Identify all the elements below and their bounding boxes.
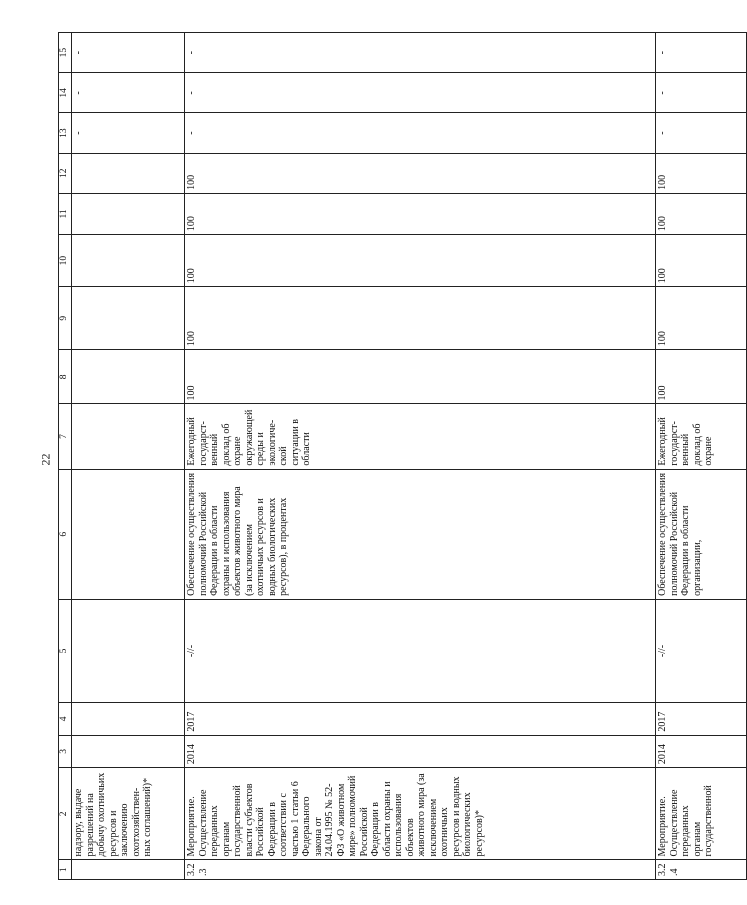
col-header: 6 (59, 469, 72, 599)
col-header: 4 (59, 703, 72, 736)
cell-value: 100 (656, 235, 747, 287)
cell-indicator (72, 469, 185, 599)
cell-source (72, 404, 185, 469)
col-header: 15 (59, 33, 72, 73)
cell-value: 100 (185, 153, 656, 193)
cell-value (72, 193, 185, 234)
rotated-table-container (58, 32, 714, 880)
cell-value: - (72, 113, 185, 153)
col-header: 5 (59, 599, 72, 702)
cell-number: 3.2.3 (185, 860, 656, 880)
cell-value: - (72, 33, 185, 73)
cell-value: 100 (185, 350, 656, 404)
cell-end-year: 2017 (185, 703, 656, 736)
cell-value (72, 153, 185, 193)
cell-value (72, 287, 185, 350)
header-row (59, 33, 72, 880)
cell-end-year (72, 703, 185, 736)
cell-number (72, 860, 185, 880)
cell-value: 100 (185, 235, 656, 287)
col-header: 3 (59, 735, 72, 768)
cell-value (72, 350, 185, 404)
table-row (72, 33, 185, 880)
cell-value: - (185, 33, 656, 73)
cell-source: Ежегодный государст-венный доклад об охране (656, 404, 747, 469)
col-header: 10 (59, 235, 72, 287)
cell-executor: -//- (656, 599, 747, 702)
cell-value: 100 (656, 287, 747, 350)
cell-end-year: 2017 (656, 703, 747, 736)
page-number: 22 (38, 453, 53, 466)
col-header: 12 (59, 153, 72, 193)
cell-value: - (656, 73, 747, 113)
cell-value (72, 235, 185, 287)
cell-source: Ежегодный государст-венный доклад об охране окружающей среды и экологиче-ской ситуации в области (185, 404, 656, 469)
cell-start-year: 2014 (656, 735, 747, 768)
cell-value: - (185, 73, 656, 113)
cell-start-year (72, 735, 185, 768)
cell-executor: -//- (185, 599, 656, 702)
col-header: 8 (59, 350, 72, 404)
cell-indicator: Обеспечение осуществления полномочий Российской Федерации в области организации, (656, 469, 747, 599)
cell-name: надзору, выдаче разрешений на добычу охотничьих ресурсов и заключению охотхозяйствен-ных соглашений)* (72, 768, 185, 860)
col-header: 9 (59, 287, 72, 350)
cell-value: 100 (656, 153, 747, 193)
cell-executor (72, 599, 185, 702)
cell-indicator: Обеспечение осуществления полномочий Российской Федерации в области охраны и использования объектов животного мира (за исключением охотничьих ресурсов и водных биологических ресурсов), в процентах (185, 469, 656, 599)
col-header: 2 (59, 768, 72, 860)
cell-value: 100 (656, 350, 747, 404)
col-header: 13 (59, 113, 72, 153)
cell-value: 100 (656, 193, 747, 234)
cell-value: 100 (185, 193, 656, 234)
col-header: 7 (59, 404, 72, 469)
cell-start-year: 2014 (185, 735, 656, 768)
cell-value: - (656, 33, 747, 73)
cell-value: 100 (185, 287, 656, 350)
cell-name: Мероприятие. Осуществление переданных органам государственной власти субъектов Российской Федерации в соответствии с частью 1 статьи 6 Федерального закона от 24.04.1995 № 52-ФЗ «О животном мире» полномочий Российской Федерации в области охраны и использования объектов животного мира (за исключением охотничьих ресурсов и водных биологических ресурсов)* (185, 768, 656, 860)
cell-value: - (656, 113, 747, 153)
table-row (656, 33, 747, 880)
cell-value: - (185, 113, 656, 153)
cell-number: 3.2.4 (656, 860, 747, 880)
col-header: 1 (59, 860, 72, 880)
cell-value: - (72, 73, 185, 113)
col-header: 14 (59, 73, 72, 113)
table-row (185, 33, 656, 880)
program-table (58, 32, 747, 880)
cell-name: Мероприятие. Осуществление переданных органам государственной (656, 768, 747, 860)
col-header: 11 (59, 193, 72, 234)
